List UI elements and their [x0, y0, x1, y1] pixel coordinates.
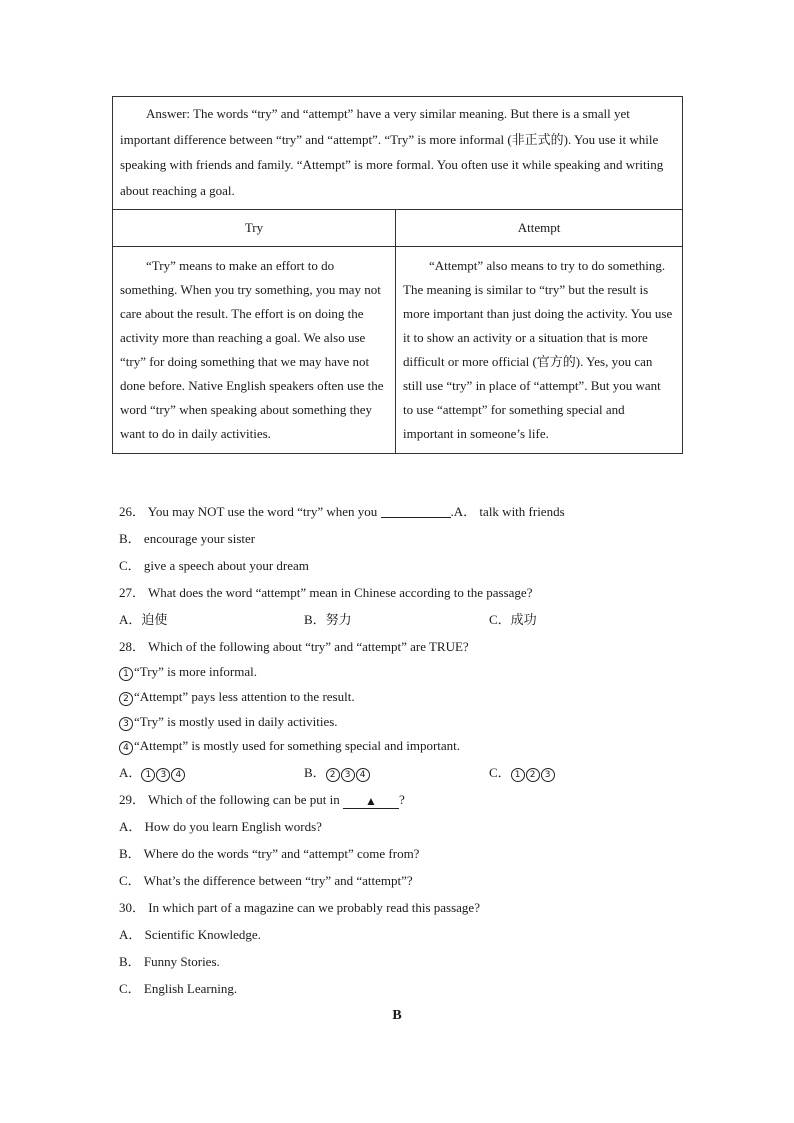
column-header-try: Try [113, 210, 396, 247]
try-explanation: “Try” means to make an effort to do something. When you try something, you may not care about the result. The effort is on doing the activity more than reaching a goal. We also use “try” for doing something that we may have not done before. Native English speakers often use the word “try” when speaking about something they want to do in daily activities. [113, 247, 396, 454]
question-28-stem: 28． Which of the following about “try” and “attempt” are TRUE? [119, 639, 469, 654]
question-27-option-b: B．努力 [304, 612, 352, 627]
question-28-option-b: B． 2 3 4 [304, 759, 489, 786]
statement-4: 4 “Attempt” is mostly used for something special and important. [119, 734, 699, 759]
question-28-options [119, 759, 699, 786]
answer-paragraph: Answer: The words “try” and “attempt” have a very similar meaning. But there is a small yet important difference between “try” and “attempt”. “Try” is more informal (非正式的). You use it while speaking with friends and family. “Attempt” is more formal. You often use it while speaking and writing about reaching a goal. [113, 97, 683, 210]
question-29-option-c: C． What’s the difference between “try” and “attempt”? [119, 873, 413, 889]
question-27-option-a: A．迫使 [119, 612, 168, 627]
question-29-option-b: B． Where do the words “try” and “attempt” come from? [119, 846, 420, 862]
question-30-option-c: C． English Learning. [119, 981, 238, 997]
section-label: B [392, 1008, 402, 1023]
question-26-option-b: B． encourage your sister [119, 531, 256, 546]
question-30-stem: 30． In which part of a magazine can we probably read this passage? [119, 900, 480, 916]
statement-3: 3 “Try” is mostly used in daily activities. [119, 710, 699, 735]
circled-number: 4 [119, 741, 133, 755]
question-27-option-c: C．成功 [489, 612, 537, 627]
question-29-option-a: A． How do you learn English words? [119, 819, 322, 835]
question-30-option-a: A． Scientific Knowledge. [119, 927, 261, 943]
answer-blank [381, 503, 451, 518]
attempt-explanation: “Attempt” also means to try to do something. The meaning is similar to “try” but the result is more important than just doing the activity. You use it to show an activity or a situation that is more difficult or more official (官方的). Yes, you can still use “try” in place of “attempt”. But you want to use “attempt” for something special and important in someone’s life. [396, 247, 683, 454]
question-28-option-c: C． 1 2 3 [489, 759, 556, 786]
circled-number: 1 [119, 667, 133, 681]
question-26-option-c: C． give a speech about your dream [119, 558, 309, 573]
passage-table [112, 96, 683, 454]
question-30-option-b: B． Funny Stories. [119, 954, 220, 970]
statement-1: 1 “Try” is more informal. [119, 660, 699, 685]
statement-2: 2 “Attempt” pays less attention to the result. [119, 685, 699, 710]
column-header-attempt: Attempt [396, 210, 683, 247]
circled-number: 3 [119, 717, 133, 731]
question-29-stem: 29． Which of the following can be put in ▲ ? [119, 792, 405, 809]
question-26-stem: 26． You may NOT use the word “try” when you .A． talk with friends [119, 504, 565, 519]
triangle-blank: ▲ [343, 794, 399, 809]
circled-number: 2 [119, 692, 133, 706]
question-28-option-a: A． 1 3 4 [119, 759, 304, 786]
question-27-stem: 27． What does the word “attempt” mean in Chinese according to the passage? [119, 585, 533, 600]
question-27-options [119, 606, 699, 633]
questions [119, 498, 699, 1002]
